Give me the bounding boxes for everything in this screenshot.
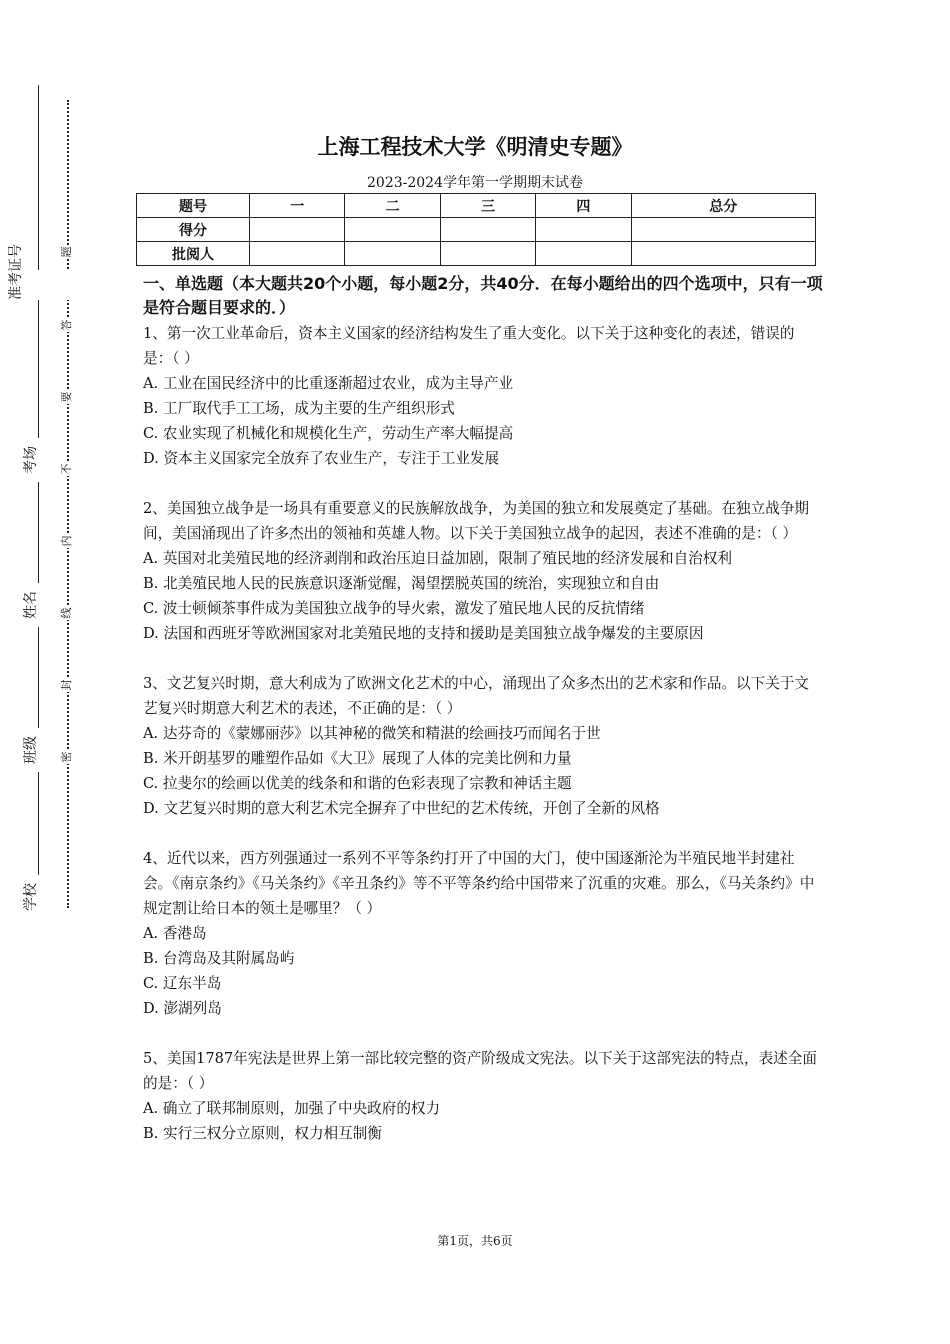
- option-d: D. 资本主义国家完全放弃了农业生产，专注于工业发展: [143, 450, 500, 467]
- question-stem: 4、近代以来，西方列强通过一系列不平等条约打开了中国的大门，使中国逐渐沦为半殖民地半封建社会。《南京条约》《马关条约》《辛丑条约》等不平等条约给中国带来了沉重的灾难。那么，《马关条约》中规定割让给日本的领土是哪里？（ ）: [143, 850, 815, 917]
- exam-content: [143, 272, 823, 1146]
- question-3: [143, 671, 823, 821]
- option-b: B. 工厂取代手工工场，成为主要的生产组织形式: [143, 400, 455, 417]
- score-row-label: 批阅人: [137, 242, 250, 266]
- option-a: A. 香港岛: [143, 925, 207, 942]
- score-table-row: [137, 242, 816, 266]
- seal-char: 题: [60, 246, 73, 258]
- seal-char: 不: [60, 463, 73, 475]
- option-a: A. 达芬奇的《蒙娜丽莎》以其神秘的微笑和精湛的绘画技巧而闻名于世: [143, 725, 601, 742]
- score-cell[interactable]: [536, 242, 631, 266]
- option-c: C. 波士顿倾茶事件成为美国独立战争的导火索，激发了殖民地人民的反抗情绪: [143, 600, 645, 617]
- option-b: B. 米开朗基罗的雕塑作品如《大卫》展现了人体的完美比例和力量: [143, 750, 572, 767]
- score-cell[interactable]: [631, 242, 815, 266]
- option-d: D. 法国和西班牙等欧洲国家对北美殖民地的支持和援助是美国独立战争爆发的主要原因: [143, 625, 704, 642]
- score-cell[interactable]: [440, 242, 535, 266]
- seal-char: 封: [60, 679, 73, 691]
- option-b: B. 台湾岛及其附属岛屿: [143, 950, 295, 967]
- option-c: C. 农业实现了机械化和规模化生产，劳动生产率大幅提高: [143, 425, 514, 442]
- score-cell[interactable]: [536, 218, 631, 242]
- binding-margin: [0, 0, 110, 1344]
- question-stem: 3、文艺复兴时期，意大利成为了欧洲文化艺术的中心，涌现出了众多杰出的艺术家和作品。以下关于文艺复兴时期意大利艺术的表述，不正确的是：（ ）: [143, 675, 810, 717]
- field-name: 姓名: [24, 583, 54, 627]
- option-b: B. 北美殖民地人民的民族意识逐渐觉醒，渴望摆脱英国的统治，实现独立和自由: [143, 575, 660, 592]
- score-table-header: 二: [345, 194, 440, 218]
- score-table-header: 总分: [631, 194, 815, 218]
- option-a: A. 英国对北美殖民地的经济剥削和政治压迫日益加剧，限制了殖民地的经济发展和自治权利: [143, 550, 732, 567]
- seal-char: 内: [60, 535, 73, 547]
- score-table: [136, 193, 816, 266]
- score-cell[interactable]: [345, 242, 440, 266]
- option-c: C. 辽东半岛: [143, 975, 222, 992]
- option-b: B. 实行三权分立原则，权力相互制衡: [143, 1125, 382, 1142]
- question-stem: 2、美国独立战争是一场具有重要意义的民族解放战争，为美国的独立和发展奠定了基础。在独立战争期间，美国涌现出了许多杰出的领袖和英雄人物。以下关于美国独立战争的起因，表述不准确的是：（ ）: [143, 500, 810, 542]
- score-row-label: 得分: [137, 218, 250, 242]
- page-number: 第1页，共6页: [437, 1234, 513, 1248]
- score-table-header: 四: [536, 194, 631, 218]
- option-d: D. 澎湖列岛: [143, 1000, 222, 1017]
- score-table-header-row: [137, 194, 816, 218]
- score-cell[interactable]: [250, 218, 345, 242]
- seal-char: 要: [60, 391, 73, 403]
- score-cell[interactable]: [345, 218, 440, 242]
- seal-char: 线: [60, 607, 73, 619]
- binding-dotted-line: [67, 100, 69, 908]
- score-cell[interactable]: [440, 218, 535, 242]
- field-school: 学校: [24, 875, 54, 919]
- question-1: [143, 321, 823, 471]
- score-table-row: [137, 218, 816, 242]
- question-4: [143, 846, 823, 1021]
- question-stem: 5、美国1787年宪法是世界上第一部比较完整的资产阶级成文宪法。以下关于这部宪法的特点，表述全面的是：（ ）: [143, 1050, 817, 1092]
- option-c: C. 拉斐尔的绘画以优美的线条和和谐的色彩表现了宗教和神话主题: [143, 775, 572, 792]
- field-class: 班级: [24, 728, 54, 772]
- field-exam-room: 考场: [24, 438, 54, 482]
- seal-char: 密: [60, 751, 73, 763]
- binding-solid-line: [38, 85, 39, 910]
- score-table-header: 三: [440, 194, 535, 218]
- score-cell[interactable]: [631, 218, 815, 242]
- question-stem: 1、第一次工业革命后，资本主义国家的经济结构发生了重大变化。以下关于这种变化的表述，错误的是：（ ）: [143, 325, 795, 367]
- question-5: [143, 1046, 823, 1146]
- option-a: A. 工业在国民经济中的比重逐渐超过农业，成为主导产业: [143, 375, 514, 392]
- option-a: A. 确立了联邦制原则，加强了中央政府的权力: [143, 1100, 441, 1117]
- exam-subtitle: 2023-2024学年第一学期期末试卷: [367, 175, 583, 191]
- section-title: 一、单选题（本大题共20个小题，每小题2分，共40分．在每小题给出的四个选项中，只有一项是符合题目要求的．）: [143, 274, 823, 317]
- score-table-header: 一: [250, 194, 345, 218]
- option-d: D. 文艺复兴时期的意大利艺术完全摒弃了中世纪的艺术传统，开创了全新的风格: [143, 800, 660, 817]
- score-cell[interactable]: [250, 242, 345, 266]
- score-table-header: 题号: [137, 194, 250, 218]
- field-exam-id: 准考证号: [9, 270, 69, 300]
- question-2: [143, 496, 823, 646]
- seal-char: 答: [60, 319, 73, 331]
- exam-title: 上海工程技术大学《明清史专题》: [317, 135, 633, 159]
